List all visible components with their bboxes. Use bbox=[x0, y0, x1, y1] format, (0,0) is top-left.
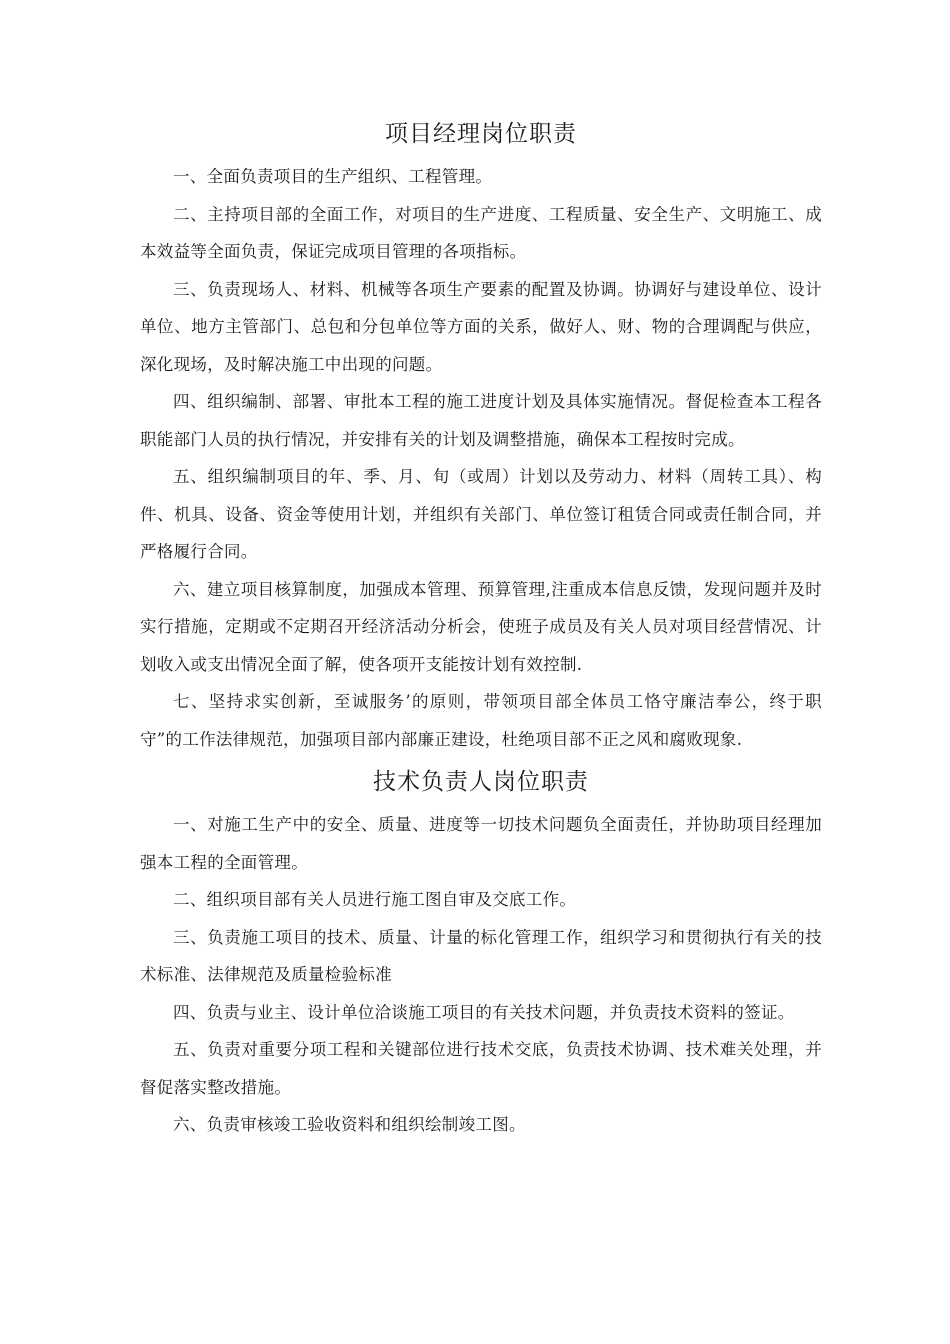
paragraph: 六、负责审核竣工验收资料和组织绘制竣工图。 bbox=[173, 1115, 526, 1134]
paragraph: 六、建立项目核算制度，加强成本管理、预算管理,注重成本信息反馈，发现问题并及时实行措施，定期或不定期召开经济活动分析会，使班子成员及有关人员对项目经营情况、计划收入或支出情况全面了解，使各项开支能按计划有效控制. bbox=[140, 579, 822, 674]
paragraph: 四、组织编制、部署、审批本工程的施工进度计划及具体实施情况。督促检查本工程各职能部门人员的执行情况，并安排有关的计划及调整措施，确保本工程按时完成。 bbox=[140, 392, 822, 449]
paragraph: 三、负责现场人、材料、机械等各项生产要素的配置及协调。协调好与建设单位、设计单位、地方主管部门、总包和分包单位等方面的关系，做好人、财、物的合理调配与供应，深化现场，及时解决施工中出现的问题。 bbox=[140, 279, 822, 374]
paragraph: 五、负责对重要分项工程和关键部位进行技术交底，负责技术协调、技术难关处理，并督促落实整改措施。 bbox=[140, 1040, 822, 1097]
paragraph: 二、主持项目部的全面工作，对项目的生产进度、工程质量、安全生产、文明施工、成本效益等全面负责，保证完成项目管理的各项指标。 bbox=[140, 204, 822, 261]
paragraph: 七、坚持求实创新，至诚服务’的原则，带领项目部全体员工恪守廉洁奉公，终于职守”的工作法律规范，加强项目部内部廉正建设，杜绝项目部不正之风和腐败现象. bbox=[140, 692, 822, 749]
section-title: 项目经理岗位职责 bbox=[385, 121, 577, 147]
paragraph: 四、负责与业主、设计单位洽谈施工项目的有关技术问题，并负责技术资料的签证。 bbox=[173, 1002, 795, 1022]
section-technical-lead bbox=[140, 758, 822, 1144]
section-title: 技术负责人岗位职责 bbox=[373, 769, 589, 795]
paragraph: 三、负责施工项目的技术、质量、计量的标化管理工作，组织学习和贯彻执行有关的技术标准、法律规范及质量检验标准 bbox=[140, 927, 822, 984]
paragraph: 一、对施工生产中的安全、质量、进度等一切技术问题负全面责任，并协助项目经理加强本工程的全面管理。 bbox=[140, 815, 822, 872]
paragraph: 一、全面负责项目的生产组织、工程管理。 bbox=[173, 167, 493, 186]
paragraph: 二、组织项目部有关人员进行施工图自审及交底工作。 bbox=[173, 890, 577, 909]
paragraph: 五、组织编制项目的年、季、月、旬（或周）计划以及劳动力、材料（周转工具）、构件、机具、设备、资金等使用计划，并组织有关部门、单位签订租赁合同或责任制合同，并严格履行合同。 bbox=[140, 467, 822, 561]
section-project-manager bbox=[140, 110, 822, 758]
